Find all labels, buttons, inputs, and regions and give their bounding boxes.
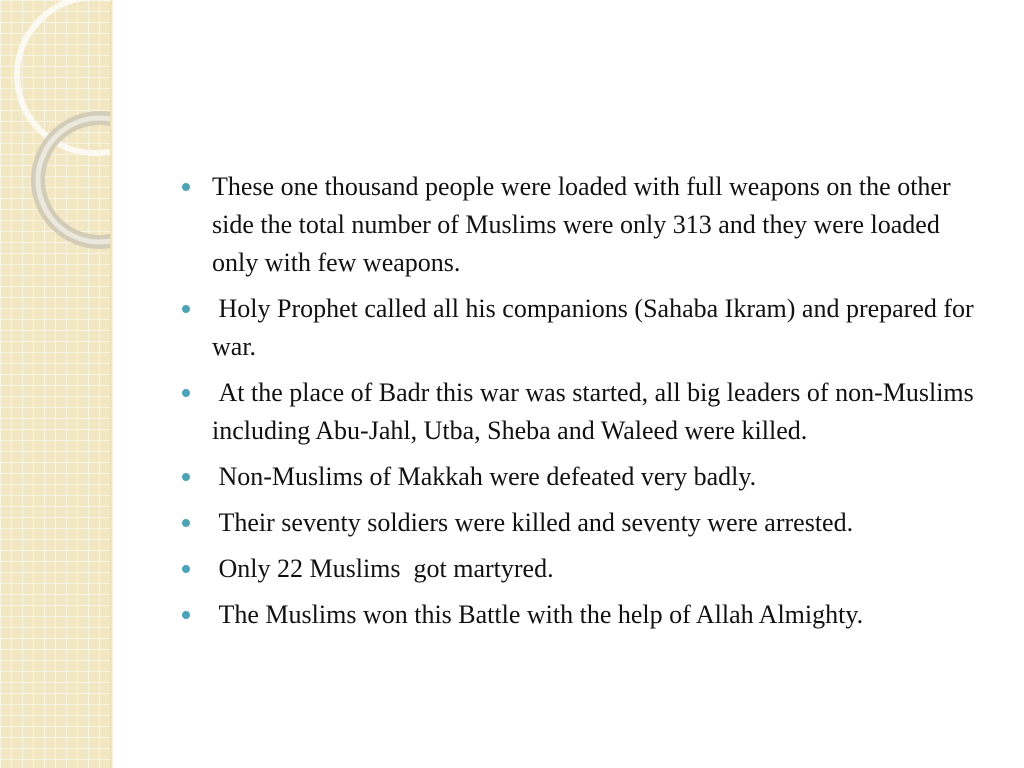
bullet-text: At the place of Badr this war was started, all big leaders of non-Muslims including Abu-Jahl, Utba, Sheba and Waleed were killed. (212, 378, 981, 445)
bullet-item (182, 374, 992, 450)
bullet-text: The Muslims won this Battle with the help of Allah Almighty. (212, 600, 864, 629)
bullet-item (182, 504, 992, 542)
bullet-list (182, 168, 992, 634)
bullet-icon (182, 611, 190, 619)
bullet-text: Only 22 Muslims got martyred. (212, 554, 554, 583)
bullet-icon (182, 473, 190, 481)
bullet-item (182, 168, 992, 282)
bullet-icon (182, 183, 190, 191)
bullet-text: Holy Prophet called all his companions (Sahaba Ikram) and prepared for war. (212, 294, 981, 361)
bullet-icon (182, 305, 190, 313)
bullet-icon (182, 519, 190, 527)
bullet-icon (182, 389, 190, 397)
bullet-item (182, 550, 992, 588)
bullet-item (182, 290, 992, 366)
bullet-text: Their seventy soldiers were killed and seventy were arrested. (212, 508, 854, 537)
side-panel-edge (110, 0, 113, 768)
bullet-item (182, 596, 992, 634)
bullet-text: Non-Muslims of Makkah were defeated very badly. (212, 462, 757, 491)
decorative-side-panel (0, 0, 113, 768)
bullet-text: These one thousand people were loaded with full weapons on the other side the total number of Muslims were only 313 and they were loaded only with few weapons. (212, 172, 958, 277)
bullet-item (182, 458, 992, 496)
decorative-ring-middle (38, 118, 113, 242)
bullet-icon (182, 565, 190, 573)
decorative-rings (0, 0, 113, 768)
slide-content (182, 168, 992, 642)
